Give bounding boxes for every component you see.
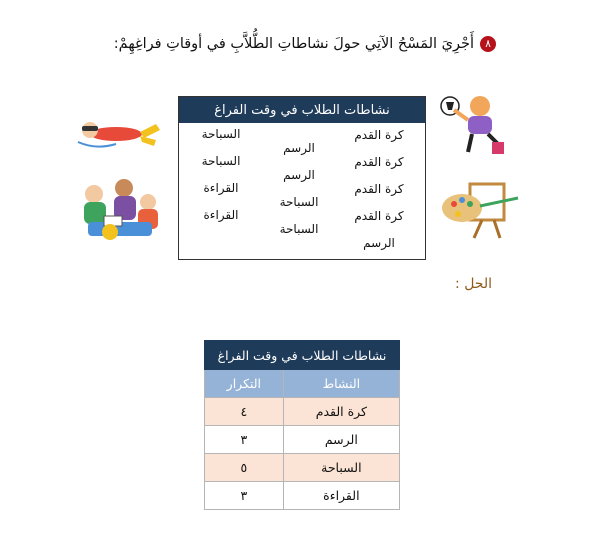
survey-data-box bbox=[178, 96, 426, 260]
frequency-table bbox=[204, 340, 400, 510]
table-row bbox=[205, 454, 400, 482]
question-number-badge: ٨ bbox=[480, 36, 496, 52]
frequency-table-title: نشاطات الطلاب في وقت الفراغ bbox=[205, 341, 400, 370]
survey-entry: السباحة bbox=[201, 154, 241, 168]
survey-entry: كرة القدم bbox=[354, 155, 404, 169]
frequency-cell: ٤ bbox=[205, 398, 284, 426]
activity-cell: السباحة bbox=[283, 454, 399, 482]
painting-easel-illustration bbox=[440, 176, 520, 242]
survey-entry: كرة القدم bbox=[354, 182, 404, 196]
readers-illustration bbox=[74, 176, 164, 248]
football-player-illustration bbox=[440, 94, 510, 158]
survey-column-2 bbox=[263, 135, 335, 243]
frequency-cell: ٥ bbox=[205, 454, 284, 482]
survey-entry: الرسم bbox=[363, 236, 395, 250]
survey-entry: الرسم bbox=[283, 141, 315, 155]
column-header-activity: النشاط bbox=[283, 370, 399, 398]
survey-title: نشاطات الطلاب في وقت الفراغ bbox=[179, 97, 425, 123]
survey-entry: السباحة bbox=[279, 222, 319, 236]
swimmer-illustration bbox=[76, 112, 162, 154]
table-row bbox=[205, 398, 400, 426]
frequency-cell: ٣ bbox=[205, 482, 284, 510]
table-row bbox=[205, 482, 400, 510]
survey-entry: الرسم bbox=[283, 168, 315, 182]
survey-entry: السباحة bbox=[201, 127, 241, 141]
survey-column-3 bbox=[185, 121, 257, 229]
survey-entry: القراءة bbox=[203, 208, 239, 222]
activity-cell: كرة القدم bbox=[283, 398, 399, 426]
frequency-cell: ٣ bbox=[205, 426, 284, 454]
survey-column-1 bbox=[343, 122, 415, 257]
activity-cell: الرسم bbox=[283, 426, 399, 454]
solution-label: الحل : bbox=[455, 276, 492, 292]
survey-entry: كرة القدم bbox=[354, 128, 404, 142]
question-text: أَجْرِيَ المَسْحُ الآتِي حولَ نشاطاتِ الطُّلاَّبِ في أوقاتِ فراغِهِمْ: bbox=[113, 36, 474, 52]
survey-entry: السباحة bbox=[279, 195, 319, 209]
survey-entry: القراءة bbox=[203, 181, 239, 195]
question-line bbox=[114, 36, 496, 52]
column-header-frequency: التكرار bbox=[205, 370, 284, 398]
activity-cell: القراءة bbox=[283, 482, 399, 510]
table-row bbox=[205, 426, 400, 454]
survey-entry: كرة القدم bbox=[354, 209, 404, 223]
